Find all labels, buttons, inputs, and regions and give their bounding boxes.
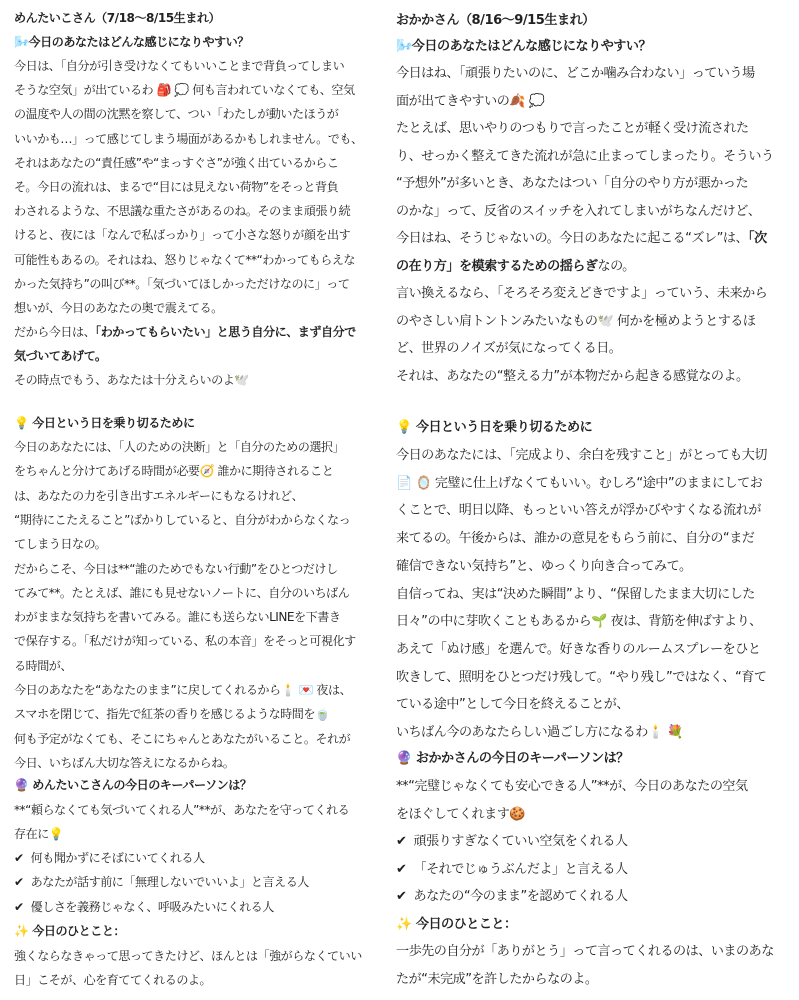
left-paragraph-1-line: かった気持ち”の叫び**。「気づいてほしかっただけなのに」って — [14, 276, 350, 291]
check-item-label: 頑張りすぎなくていい空気をくれる人 — [413, 834, 628, 849]
right-mixed-line-2 — [396, 255, 635, 274]
right-paragraph-1-line: たとえば、思いやりのつもりで言ったことが軽く受け流された — [396, 121, 749, 137]
right-final-text-line: 一歩先の自分が「ありがとう」って言ってくれるのは、いまのあな — [396, 944, 774, 959]
right-paragraph-2-line: 確信できない気持ち”と、ゆっくり向き合ってみて。 — [396, 558, 692, 574]
left-paragraph-1-line: 可能性もあるの。それはね、怒りじゃなくて**“わかってもらえな — [14, 252, 356, 267]
left-paragraph-2-line: だからこそ、今日は**“誰のためでもない行動”をひとつだけし — [14, 561, 338, 576]
left-paragraph-2-line: は、あなたの力を引き出すエネルギーにもなるけれど、 — [14, 488, 304, 503]
right-paragraph-2-line: 来てるの。午後からは、誰かの意見をもらう前に、自分の“まだ — [396, 531, 755, 547]
left-paragraph-2-line: スマホを閉じて、指先で紅茶の香りを感じるような時間を🍵 — [14, 707, 330, 722]
left-heading-keyperson: 🔮 めんたいこさんの今日のキーパーソンは？ — [14, 778, 252, 792]
right-paragraph-2-line: 📄 🪞 完璧に仕上げなくてもいい。むしろ“途中”のままにしてお — [396, 475, 763, 491]
check-mark-icon: ✔ — [396, 889, 407, 905]
left-keyperson-text-line: 存在に💡 — [14, 827, 64, 842]
check-mark-icon: ✔ — [14, 851, 24, 865]
left-bold-sentence — [14, 323, 356, 340]
right-paragraph-1b-line: ど、世界のノイズが気になってくる日。 — [396, 341, 622, 357]
right-paragraph-1b-line: のやさしい肩トントンみたいなもの🕊️ 何かを極めようとするほ — [396, 313, 756, 329]
left-heading-today: 🌬️今日のあなたはどんな感じになりやすい？ — [14, 35, 249, 49]
left-final-text-line: 日」こそが、心を育ててくれるのよ。 — [14, 973, 212, 988]
right-paragraph-1-line: 面が出てきやすいの🍂 💭 — [396, 93, 545, 109]
right-heading-survive: 💡 今日という日を乗り切るために — [396, 420, 593, 435]
left-bold-lead: だから今日は、 — [14, 325, 96, 339]
right-heading-today: 🌬️今日のあなたはどんな感じになりやすい？ — [396, 39, 652, 54]
left-heading-survive: 💡 今日という日を乗り切るために — [14, 416, 195, 430]
left-paragraph-1-line: いいかも…」って感じてしまう場面があるかもしれません。でも、 — [14, 131, 363, 146]
right-mixed-tail: なの。 — [597, 259, 635, 274]
check-item — [14, 898, 274, 915]
right-bold-phrase: の在り方」を模索するための揺らぎ — [396, 259, 598, 274]
right-paragraph-2-line: あえて「ぬけ感」を選んで。好きな香りのルームスプレーをひと — [396, 641, 761, 657]
check-mark-icon: ✔ — [396, 834, 407, 849]
left-paragraph-2-line: てしまう日なの。 — [14, 537, 107, 552]
check-mark-icon: ✔ — [14, 875, 24, 890]
left-paragraph-2-line: で保存する。「私だけが知っている、私の本音」をそっと可視化す — [14, 634, 356, 649]
left-bold-sentence-end: 気づいてあげて。 — [14, 349, 107, 363]
right-paragraph-2-line: 吹きして、照明をひとつだけ残して。“やり残し”ではなく、“育て — [396, 669, 767, 685]
left-keyperson-text-line: **“頼らなくても気づいてくれる人”**が、あなたを守ってくれる — [14, 803, 350, 817]
right-mixed-line-1 — [396, 227, 767, 246]
left-title: めんたいこさん（7/18〜8/15生まれ） — [14, 11, 221, 25]
check-item — [14, 873, 309, 890]
left-paragraph-1-line: わされるような、不思議な重たさがあるのね。そのまま頑張り続 — [14, 204, 351, 219]
right-paragraph-1b-line: それは、あなたの“整える力”が本物だから起きる感覚なのよ。 — [396, 368, 749, 384]
left-after-bold: その時点でもう、あなたは十分えらいのよ🕊️ — [14, 373, 249, 387]
check-item-label: 何も聞かずにそばにいてくれる人 — [30, 851, 205, 865]
right-heading-keyperson: 🔮 おかかさんの今日のキーパーソンは？ — [396, 751, 629, 766]
check-mark-icon: ✔ — [14, 899, 24, 914]
left-paragraph-1-line: けると、夜には「なんで私ばっかり」って小さな怒りが顔を出す — [14, 228, 351, 243]
check-item-label: 優しさを義務じゃなく、呼吸みたいにくれる人 — [30, 899, 274, 914]
check-item — [396, 858, 628, 877]
check-mark-icon: ✔ — [396, 861, 407, 877]
right-final-text-line: たが“未完成”を許したからなのよ。 — [396, 971, 598, 987]
right-paragraph-1-line: のかな」って、反省のスイッチを入れてしまいがちなんだけど、 — [396, 204, 761, 219]
left-paragraph-2-line: “期待にこたえること”ばかりしていると、自分がわからなくなっ — [14, 512, 351, 527]
right-paragraph-1-line: 今日はね、「頑張りたいのに、どこか噛み合わない」っていう場 — [396, 66, 755, 81]
right-paragraph-2-line: いちばん今のあなたらしい過ごし方になるわ🕯️ 💐 — [396, 725, 684, 740]
left-bold-text: 「わかってもらいたい」と思う自分に、まず自分で — [95, 325, 356, 339]
left-heading-word: ✨ 今日のひとこと： — [14, 924, 126, 938]
left-final-text-line: 強くならなきゃって思ってきたけど、ほんとは「強がらなくていい — [14, 949, 362, 963]
check-item — [396, 830, 628, 849]
right-mixed-text: 今日はね、そうじゃないの。今日のあなたに起こる“ズレ”は、 — [396, 231, 749, 246]
right-paragraph-2-line: ている途中”として今日を終えることが、 — [396, 697, 629, 713]
right-keyperson-text-line: **“完璧じゃなくても安心できる人”**が、今日のあなたの空気 — [396, 779, 748, 794]
left-paragraph-2-line: をちゃんと分けてあげる時間が必要🧭 誰かに期待されること — [14, 464, 334, 479]
left-paragraph-1-line: 想いが、今日のあなたの奥で震えてる。 — [14, 301, 223, 315]
left-paragraph-1-line: そ。今日の流れは、まるで“目には見えない荷物”をそっと背負 — [14, 180, 339, 194]
right-paragraph-2-line: くことで、明日以降、もっといい答えが浮かびやすくなる流れが — [396, 503, 761, 519]
left-paragraph-2-line: 今日のあなたを“あなたのまま”に戻してくれるから🕯️ 💌 夜は、 — [14, 683, 352, 697]
left-paragraph-2-line: る時間が、 — [14, 658, 72, 673]
left-paragraph-2-line: てみて**。たとえば、誰にも見せないノートに、自分のいちばん — [14, 585, 350, 600]
right-paragraph-2-line: 日々”の中に芽吹くこともあるから🌱 夜は、背筋を伸ばすより、 — [396, 614, 762, 630]
right-paragraph-2-line: 自信ってね、実は“決めた瞬間”より、“保留したまま大切にした — [396, 586, 755, 602]
check-item — [14, 849, 205, 866]
check-item — [396, 885, 628, 904]
check-item-label: あなたの“今のまま”を認めてくれる人 — [413, 889, 628, 905]
right-paragraph-2-line: 今日のあなたには、「完成より、余白を残すこと」がとっても大切 — [396, 448, 767, 463]
left-paragraph-2-line: わがままな気持ちを書いてみる。誰にも送らないLINEを下書き — [14, 610, 341, 625]
left-paragraph-2-line: 何も予定がなくても、そこにちゃんとあなたがいること。それが — [14, 731, 351, 746]
right-heading-word: ✨ 今日のひとこと： — [396, 917, 517, 932]
right-mixed-bold: 「次 — [748, 231, 767, 246]
right-keyperson-text-line: をほぐしてくれます🍪 — [396, 806, 526, 822]
right-paragraph-1b-line: 言い換えるなら、「そろそろ変えどきですよ」っていう、未来から — [396, 286, 768, 301]
left-paragraph-1-line: そうな空気」が出ているわ 🎒 💭 何も言われていなくても、空気 — [14, 83, 355, 98]
left-paragraph-1-line: の温度や人の間の沈黙を察して、つい「わたしが動いたほうが — [14, 107, 339, 122]
left-paragraph-2-line: 今日、いちばん大切な答えになるからね。 — [14, 755, 235, 770]
left-paragraph-1-line: それはあなたの“責任感”や“まっすぐさ”が強く出ているからこ — [14, 155, 339, 170]
left-paragraph-1-line: 今日は、「自分が引き受けなくてもいいことまで背負ってしまい — [14, 59, 345, 73]
right-paragraph-1-line: “予想外”が多いとき、あなたはつい「自分のやり方が悪かった — [396, 176, 749, 192]
check-item-label: あなたが話す前に「無理しないでいいよ」と言える人 — [30, 875, 309, 890]
check-item-label: 「それでじゅうぶんだよ」と言える人 — [413, 861, 628, 877]
right-paragraph-1-line: り、せっかく整えてきた流れが急に止まってしまったり。そういう — [396, 148, 774, 164]
right-title: おかかさん（8/16〜9/15生まれ） — [396, 13, 595, 28]
left-paragraph-2-line: 今日のあなたには、「人のための決断」と「自分のための選択」 — [14, 440, 345, 454]
